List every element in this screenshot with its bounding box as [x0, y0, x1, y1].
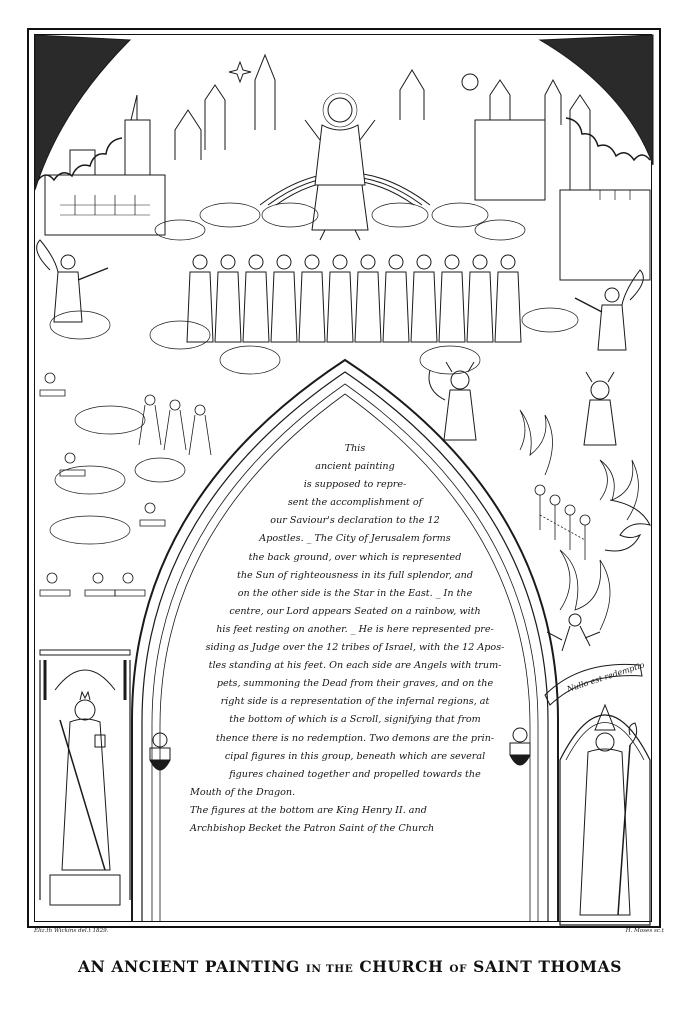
inscription-line: Archbishop Becket the Patron Saint of the Church: [190, 822, 435, 834]
angel-with-trumpet-right: [575, 270, 643, 350]
apostle-figure: [355, 255, 381, 342]
apostle-figure: [495, 255, 521, 342]
flying-demon-figure: [547, 614, 600, 651]
apostle-figure: [467, 255, 493, 342]
star-in-the-east-icon: [229, 62, 251, 82]
inscription-line: sent the accomplishment of: [287, 497, 423, 509]
artist-credit: Eliz.th Wickins del.t 1829.: [34, 928, 109, 934]
left-corner-tracery: [35, 35, 130, 190]
right-corner-tracery: [540, 35, 653, 165]
inscription-line: on the other side is the Star in the East. _ In the: [237, 587, 473, 599]
apostle-figure: [439, 255, 465, 342]
jerusalem-city-right: [400, 70, 650, 280]
apostle-figure: [271, 255, 297, 342]
scroll-inscription: Nullo est redemptio: [565, 660, 646, 694]
title-part: CHURCH: [359, 957, 444, 976]
king-henry-ii-figure: [60, 692, 110, 870]
inscription-line: figures chained together and propelled towards the: [229, 768, 481, 780]
archbishop-becket-figure: [580, 705, 637, 915]
plate-title: [0, 957, 700, 976]
apostle-figure: [383, 255, 409, 342]
inscription-line: right side is a representation of the infernal regions, at: [220, 696, 490, 708]
title-part: AN ANCIENT PAINTING: [78, 957, 300, 976]
title-part: IN THE: [305, 963, 354, 975]
inscription-line: This: [344, 443, 366, 454]
archbishop-becket-niche: [560, 705, 650, 925]
apostle-figure: [187, 255, 213, 342]
engraver-credit: H. Moses sc.t: [625, 928, 664, 934]
inscription-line: pets, summoning the Dead from their graves, and on the: [216, 678, 494, 690]
king-henry-ii-niche: [40, 650, 130, 905]
inscription-line: Mouth of the Dragon.: [190, 786, 296, 798]
dragon-mouth-icon: [605, 500, 650, 551]
inscription-line: ancient painting: [315, 461, 395, 473]
inscription-line: centre, our Lord appears Seated on a rainbow, with: [229, 605, 481, 617]
inscription-line: thence there is no redemption. Two demons are the prin-: [215, 732, 495, 744]
sun-of-righteousness-icon: [462, 74, 478, 90]
angel-with-trumpet-left: [37, 240, 108, 322]
apostle-figure: [327, 255, 353, 342]
apostle-figure: [411, 255, 437, 342]
apostle-figure: [243, 255, 269, 342]
inscription-line: Apostles. _ The City of Jerusalem forms: [259, 533, 451, 545]
apostle-figure: [215, 255, 241, 342]
inscription-line: siding as Judge over the 12 tribes of Israel, with the 12 Apos-: [205, 642, 505, 654]
inscription-line: is supposed to repre-: [303, 479, 407, 491]
inscription-line: cipal figures in this group, beneath which are several: [224, 750, 486, 762]
inscription-line: The figures at the bottom are King Henry II. and: [190, 804, 427, 816]
inscription-line: the bottom of which is a Scroll, signifying that from: [229, 714, 481, 726]
twelve-apostles-row: [187, 255, 521, 342]
demon-figure: [584, 372, 616, 445]
inscription-text-block: [190, 440, 520, 880]
risen-dead-figures: [40, 373, 211, 596]
inscription-line: our Saviour's declaration to the 12: [270, 515, 440, 527]
christ-enthroned-figure: [260, 93, 430, 240]
inscription-line: the Sun of righteousness in its full splendor, and: [237, 569, 473, 581]
title-part: SAINT THOMAS: [473, 957, 622, 976]
inscription-line: his feet resting on another. _ He is here represented pre-: [216, 623, 494, 635]
title-part: OF: [449, 963, 468, 975]
inscription-line: tles standing at his feet. On each side are Angels with trum-: [208, 660, 502, 672]
apostle-figure: [299, 255, 325, 342]
chained-figures: [535, 485, 590, 560]
inscription-line: the back ground, over which is represented: [248, 551, 462, 563]
